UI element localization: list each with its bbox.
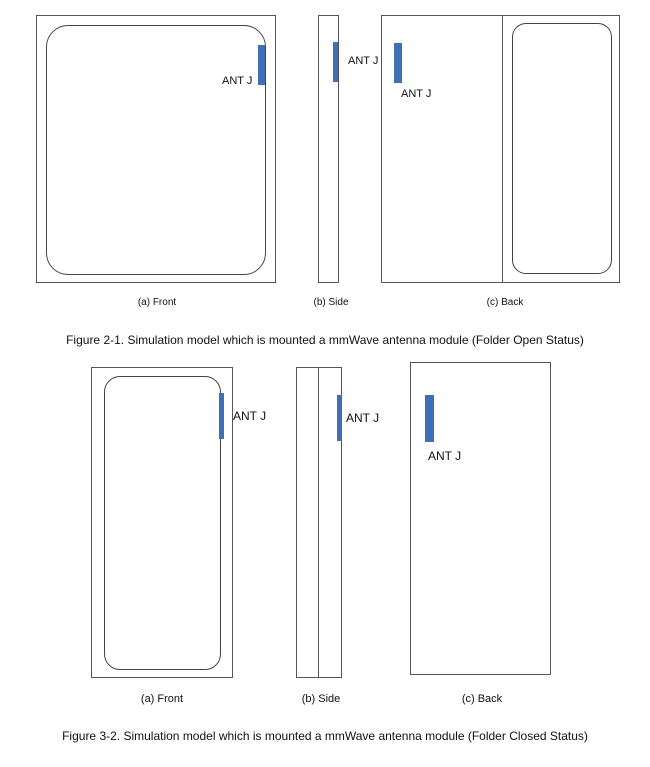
fig2-front-antenna-module bbox=[219, 393, 224, 439]
fig1-side-view-caption: (b) Side bbox=[313, 297, 349, 308]
fig2-front-view-caption: (a) Front bbox=[140, 693, 184, 705]
fig2-back-antenna-module bbox=[425, 395, 434, 442]
fig2-side-frame bbox=[296, 367, 342, 678]
fig2-back-antenna-label: ANT J bbox=[428, 449, 462, 463]
fig1-front-screen bbox=[46, 25, 266, 275]
fig2-front-antenna-label: ANT J bbox=[233, 409, 267, 423]
fig2-side-view-caption: (b) Side bbox=[301, 693, 341, 705]
fig1-back-antenna-label: ANT J bbox=[401, 88, 432, 100]
figure-3-2-caption: Figure 3-2. Simulation model which is mounted a mmWave antenna module (Folder Closed Status) bbox=[62, 729, 588, 743]
fig2-front-screen bbox=[104, 376, 221, 670]
figure-2-1-caption: Figure 2-1. Simulation model which is mounted a mmWave antenna module (Folder Open Status) bbox=[66, 333, 584, 347]
fig1-back-rear-screen bbox=[512, 23, 612, 274]
fig1-side-antenna-label: ANT J bbox=[348, 55, 379, 67]
fig1-back-fold-line bbox=[502, 15, 503, 283]
fig2-side-fold-line bbox=[318, 367, 319, 678]
fig1-front-antenna-module bbox=[258, 45, 265, 85]
fig1-front-antenna-label: ANT J bbox=[222, 75, 253, 87]
fig1-front-view-caption: (a) Front bbox=[137, 297, 177, 308]
fig2-side-antenna-module bbox=[337, 395, 342, 441]
fig1-back-antenna-module bbox=[394, 43, 402, 83]
fig1-back-view-caption: (c) Back bbox=[486, 297, 524, 308]
fig1-side-antenna-module bbox=[333, 42, 338, 82]
fig2-back-view-caption: (c) Back bbox=[461, 693, 503, 705]
fig2-side-antenna-label: ANT J bbox=[346, 411, 380, 425]
